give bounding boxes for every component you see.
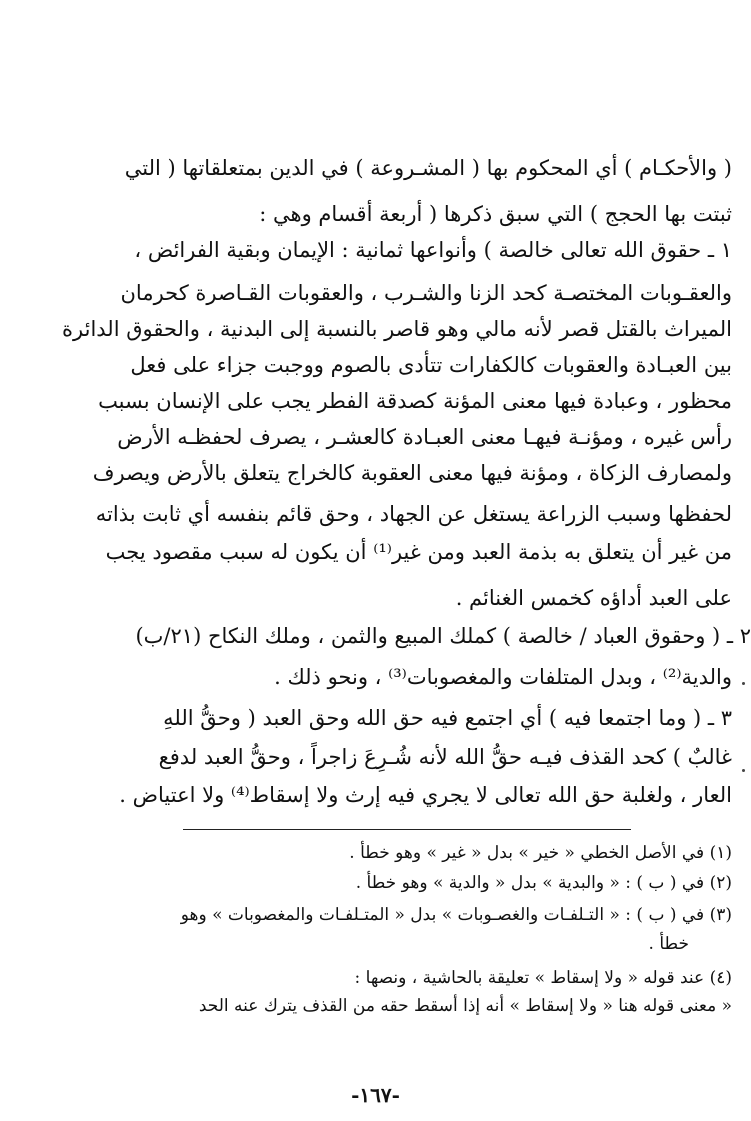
body-line: لحفظها وسبب الزراعة يستغل عن الجهاد ، وحق قائم بنفسه أي ثابت بذاته xyxy=(95,502,732,526)
footnote-line: (٣) في ( ب ) : « التـلفـات والغصـوبات » بدل « المتـلفـات والمغصوبات » وهو xyxy=(180,905,732,925)
footnote-line: (٢) في ( ب ) : « والبدية » بدل « والدية » وهو خطأ . xyxy=(355,873,732,893)
body-line: محظور ، وعبادة فيها معنى المؤنة كصدقة الفطر يجب على الإنسان بسبب xyxy=(98,389,732,413)
margin-mark xyxy=(742,769,745,772)
body-line: والدية⁽²⁾ ، وبدل المتلفات والمغصوبات⁽³⁾ ، ونحو ذلك . xyxy=(274,665,732,689)
body-line: ثبتت بها الحجج ) التي سبق ذكرها ( أربعة أقسام وهي : xyxy=(259,202,732,226)
body-line: ( والأحكـام ) أي المحكوم بها ( المشـروعة ) في الدين بمتعلقاتها ( التي xyxy=(124,156,732,180)
body-line: من غير أن يتعلق به بذمة العبد ومن غير⁽¹⁾ أن يكون له سبب مقصود يجب xyxy=(105,540,732,564)
footnote-line: « معنى قوله هنا « ولا إسقاط » أنه إذا أسقط حقه من القذف يترك عنه الحد xyxy=(198,996,732,1016)
body-line: ١ ـ حقوق الله تعالى خالصة ) وأنواعها ثمانية : الإيمان وبقية الفرائض ، xyxy=(134,238,732,262)
footnote-line: خطأ . xyxy=(648,934,689,954)
margin-mark xyxy=(742,682,745,685)
body-line: ولمصارف الزكاة ، ومؤنة فيها معنى العقوبة كالخراج يتعلق بالأرض ويصرف xyxy=(92,461,732,485)
body-line: الميراث بالقتل قصر لأنه مالي وهو قاصر بالنسبة إلى البدنية ، والحقوق الدائرة xyxy=(62,317,732,341)
body-line: غالبٌ ) كحد القذف فيـه حقُّ الله لأنه شُـرِعَ زاجراً ، وحقُّ العبد لدفع xyxy=(158,745,732,769)
page-number: -١٦٧- xyxy=(351,1083,400,1107)
footnote-rule xyxy=(183,829,631,830)
body-line: رأس غيره ، ومؤنـة فيهـا معنى العبـادة كالعشـر ، يصرف لحفظـه الأرض xyxy=(117,425,732,449)
body-line: على العبد أداؤه كخمس الغنائم . xyxy=(455,586,732,610)
body-line: بين العبـادة والعقوبات كالكفارات تتأدى بالصوم ووجبت جزاء على فعل xyxy=(130,353,732,377)
body-line: ٣ ـ ( وما اجتمعا فيه ) أي اجتمع فيه حق الله وحق العبد ( وحقُّ اللهِ xyxy=(163,706,732,730)
footnote-line: (١) في الأصل الخطي « خير » بدل « غير » وهو خطأ . xyxy=(349,843,732,863)
footnote-line: (٤) عند قوله « ولا إسقاط » تعليقة بالحاشية ، ونصها : xyxy=(354,968,732,988)
body-line: العار ، ولغلبة حق الله تعالى لا يجري فيه إرث ولا إسقاط⁽⁴⁾ ولا اعتياض . xyxy=(119,783,732,807)
body-line: والعقـوبات المختصـة كحد الزنا والشـرب ، والعقوبات القـاصرة كحرمان xyxy=(120,281,732,305)
body-line: ٢ ـ ( وحقوق العباد / خالصة ) كملك المبيع والثمن ، وملك النكاح (٢١/ب) xyxy=(135,624,751,648)
